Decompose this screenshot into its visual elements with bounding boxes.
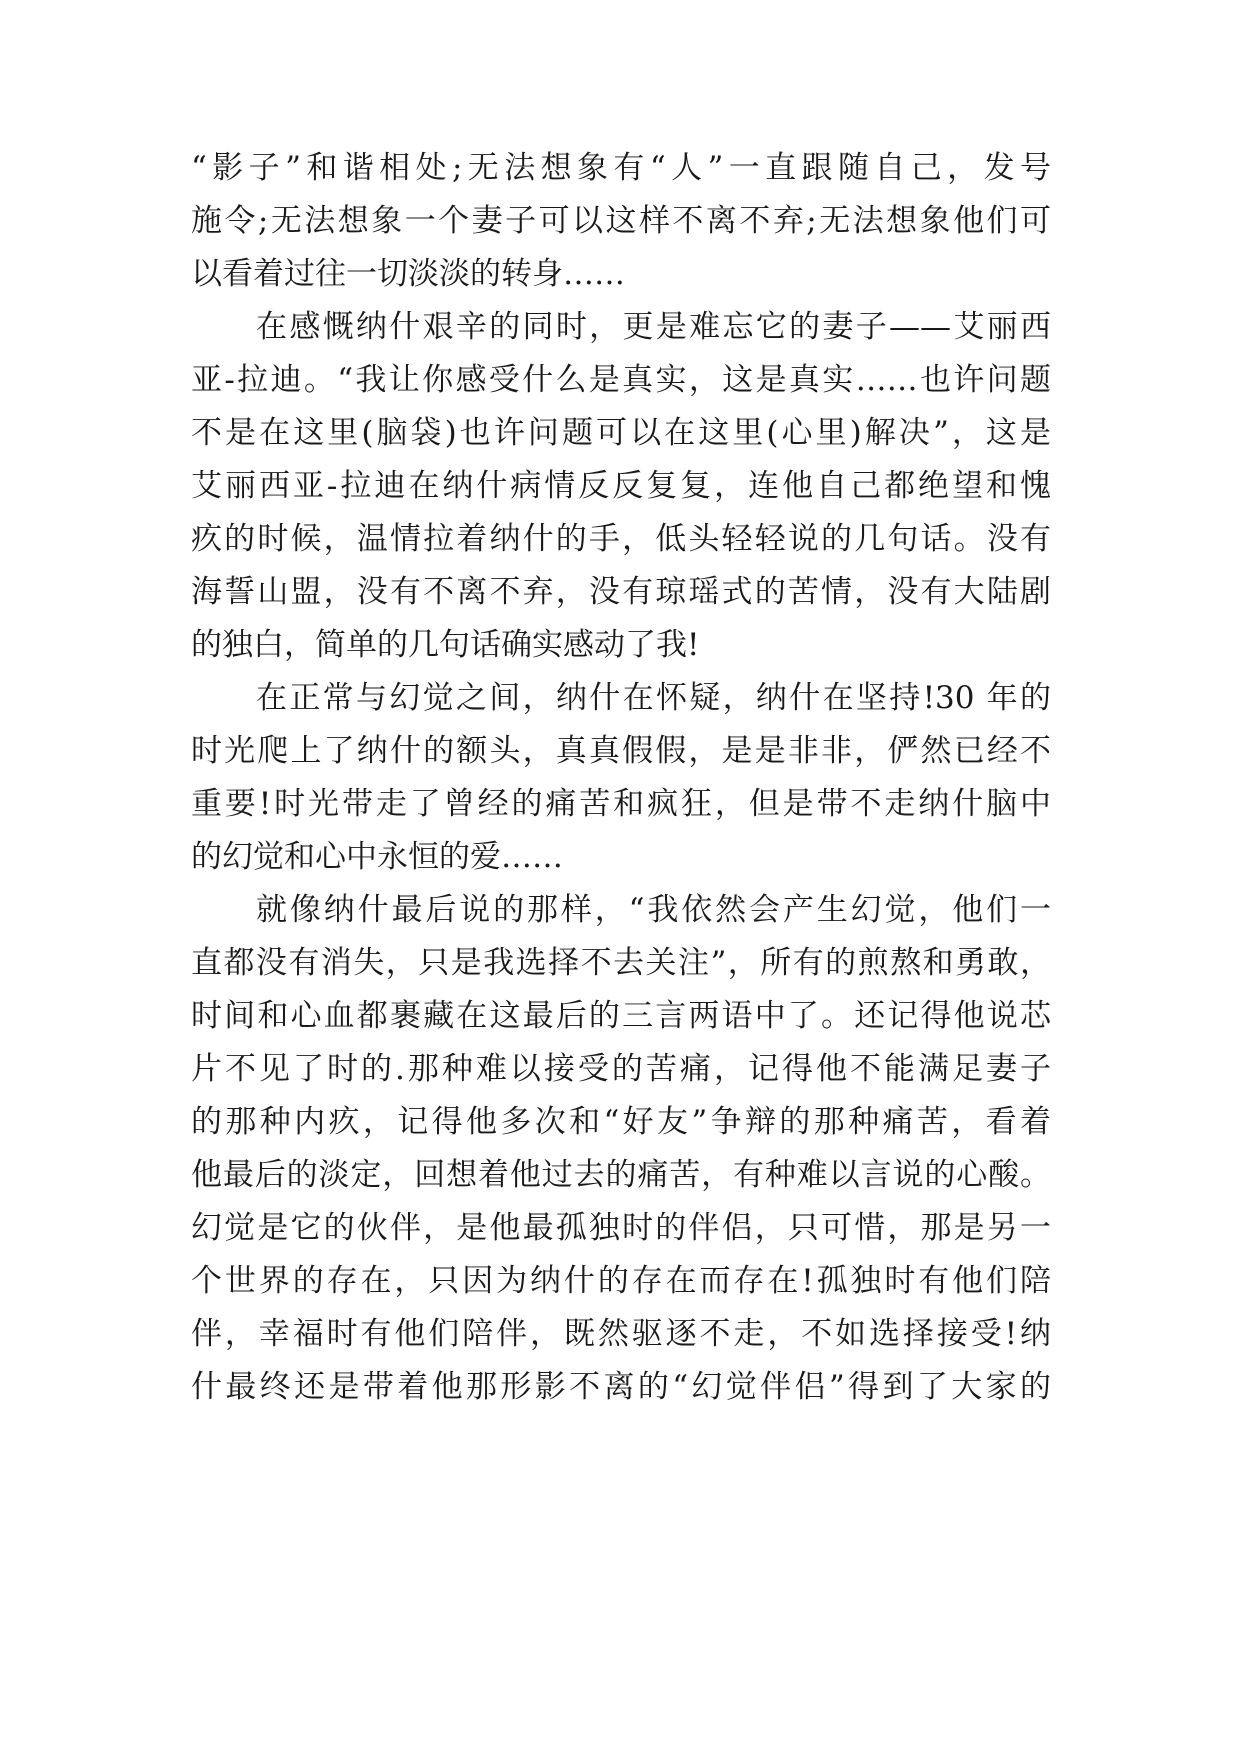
text-line: 幻觉是它的伙伴，是他最孤独时的伴侣，只可惜，那是另一: [191, 1210, 1051, 1246]
text-line: 海誓山盟，没有不离不弃，没有琼瑶式的苦情，没有大陆剧: [191, 574, 1051, 610]
text-line: 以看着过往一切淡淡的转身……: [191, 256, 625, 292]
text-line: 疚的时候，温情拉着纳什的手，低头轻轻说的几句话。没有: [191, 521, 1051, 557]
text-line: 重要!时光带走了曾经的痛苦和疯狂，但是带不走纳什脑中: [191, 786, 1051, 822]
text-line: 片不见了时的.那种难以接受的苦痛，记得他不能满足妻子: [191, 1051, 1051, 1087]
paragraph-first-line: 就像纳什最后说的那样，“我依然会产生幻觉，他们一: [256, 892, 1051, 928]
text-line: 的独白，简单的几句话确实感动了我!: [191, 627, 700, 663]
text-line: 艾丽西亚-拉迪在纳什病情反反复复，连他自己都绝望和愧: [191, 468, 1051, 504]
text-line: 直都没有消失，只是我选择不去关注”，所有的煎熬和勇敢，: [191, 945, 1051, 981]
text-line: 什最终还是带着他那形影不离的“幻觉伴侣”得到了大家的: [191, 1369, 1051, 1405]
paragraph-first-line: 在正常与幻觉之间，纳什在怀疑，纳什在坚持!30 年的: [256, 680, 1051, 716]
text-line: 不是在这里(脑袋)也许问题可以在这里(心里)解决”，这是: [191, 415, 1051, 451]
text-line: 的幻觉和心中永恒的爱……: [191, 839, 563, 875]
text-line: 伴，幸福时有他们陪伴，既然驱逐不走，不如选择接受!纳: [191, 1316, 1051, 1352]
text-line: 个世界的存在，只因为纳什的存在而存在!孤独时有他们陪: [191, 1263, 1051, 1299]
text-line: 的那种内疚，记得他多次和“好友”争辩的那种痛苦，看着: [191, 1104, 1051, 1140]
text-line: 施令;无法想象一个妻子可以这样不离不弃;无法想象他们可: [191, 203, 1051, 239]
text-line: 时间和心血都裹藏在这最后的三言两语中了。还记得他说芯: [191, 998, 1051, 1034]
text-line: “影子”和谐相处;无法想象有“人”一直跟随自己，发号: [191, 150, 1051, 186]
paragraph-first-line: 在感慨纳什艰辛的同时，更是难忘它的妻子——艾丽西: [256, 309, 1051, 345]
text-line: 时光爬上了纳什的额头，真真假假，是是非非，俨然已经不: [191, 733, 1051, 769]
text-line: 他最后的淡定，回想着他过去的痛苦，有种难以言说的心酸。: [191, 1157, 1051, 1193]
text-line: 亚-拉迪。“我让你感受什么是真实，这是真实……也许问题: [191, 362, 1051, 398]
